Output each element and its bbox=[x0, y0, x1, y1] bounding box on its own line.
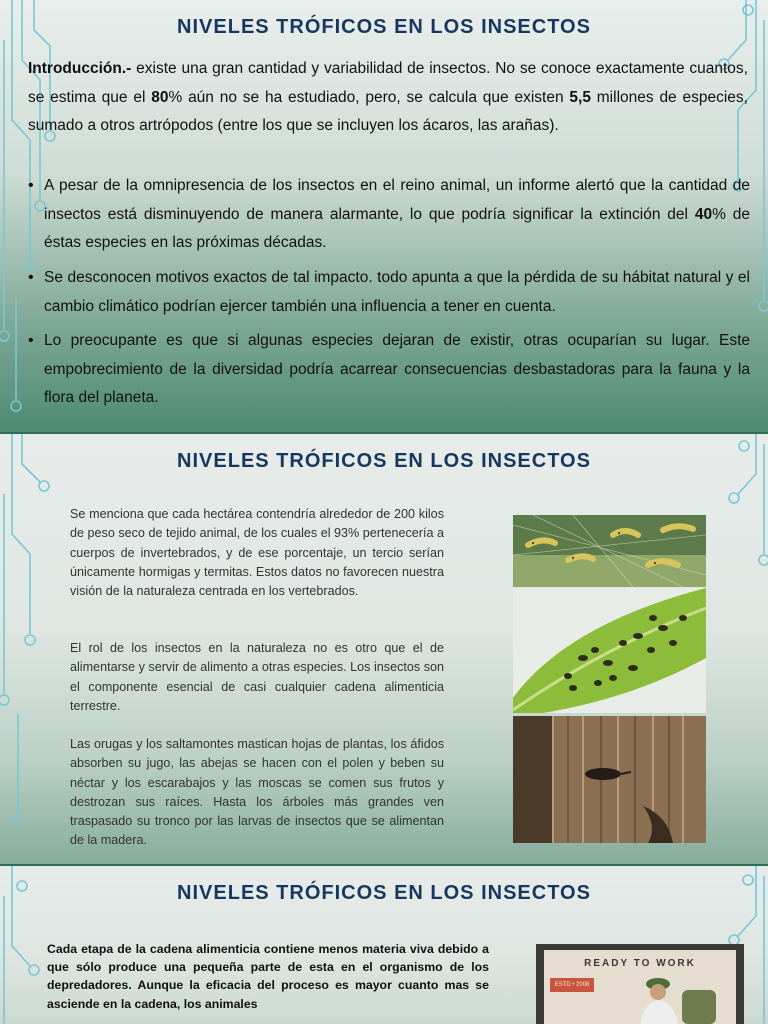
circuit-decoration-left bbox=[0, 434, 70, 864]
circuit-decoration-right bbox=[698, 434, 768, 864]
bullet-text-end: % de éstas especies en las próximas décadas. bbox=[44, 205, 750, 251]
intro-label: Introducción.- bbox=[28, 60, 132, 77]
poster-headline: READY TO WORK bbox=[584, 958, 696, 969]
bullet-text: A pesar de la omnipresencia de los insectos en el reino animal, un informe alertó que la cantidad de insectos está disminuyendo de manera alarmante, lo que podría significar la extinción del bbox=[44, 177, 750, 223]
intro-text-3: millones de especies, sumado a otros artrópodos (entre los que se incluyen los ácaros, las arañas). bbox=[28, 88, 748, 134]
bullet-dot: • bbox=[28, 177, 34, 194]
body-paragraph: Se menciona que cada hectárea contendría alrededor de 200 kilos de peso seco de tejido animal, de los cuales el 93% pertenecería a cuerpos de invertebrados, y de ese porcentaje, un tercio serían únicamente hormigas y termitas. Estos datos no favorecen nuestra visión de la naturaleza centrada en los vertebrados. bbox=[70, 507, 444, 599]
intro-number-5-5: 5,5 bbox=[569, 88, 591, 106]
aphids-leaf-photo bbox=[513, 588, 706, 713]
bullet-number-40: 40 bbox=[694, 205, 713, 223]
body-paragraph: Cada etapa de la cadena alimenticia contiene menos materia viva debido a que sólo produce una pequeña parte de esta en el organismo de los depredadores. Aunque la eficacia del proceso es mayor cuanto mas se asciende en la cadena, los animales bbox=[47, 942, 489, 1011]
slide-1 bbox=[0, 0, 768, 432]
slide-title: NIVELES TRÓFICOS EN LOS INSECTOS bbox=[177, 882, 591, 904]
bullet-item bbox=[28, 264, 750, 321]
body-paragraph: Las orugas y los saltamontes mastican hojas de plantas, los áfidos absorben su jugo, las abejas se hacen con el polen y beben su néctar y los escarabajos y las moscas se comen sus frutos y destrozan sus raíces. Hasta los árboles más grandes ven traspasado su tronco por las larvas de insectos que se alimentan de la madera. bbox=[70, 737, 444, 848]
intro-number-80: 80 bbox=[151, 88, 169, 106]
bullet-item bbox=[28, 172, 750, 258]
slide-2 bbox=[0, 434, 768, 864]
bullet-dot: • bbox=[28, 269, 34, 286]
caterpillars-photo bbox=[513, 515, 706, 587]
intro-paragraph bbox=[28, 55, 748, 141]
poster-badge: ESTD • 2008 bbox=[550, 978, 594, 992]
slide-3 bbox=[0, 866, 768, 1024]
beetle-wood-photo bbox=[513, 716, 706, 843]
intro-text-1: existe una gran cantidad y variabilidad de insectos. No se conoce exactamente cuantos, se estima que el bbox=[28, 60, 748, 106]
bullet-dot: • bbox=[28, 332, 34, 349]
ready-to-work-poster bbox=[536, 944, 744, 1024]
slide-title: NIVELES TRÓFICOS EN LOS INSECTOS bbox=[177, 450, 591, 472]
slide-title: NIVELES TRÓFICOS EN LOS INSECTOS bbox=[177, 16, 591, 38]
poster-worker-illustration bbox=[626, 972, 736, 1024]
intro-text-2: % aún no se ha estudiado, pero, se calcula que existen bbox=[168, 88, 570, 106]
body-paragraph: El rol de los insectos en la naturaleza no es otro que el de alimentarse y servir de alimento a otras especies. Los insectos son el componente esencial de casi cualquier cadena alimenticia terrestre. bbox=[70, 641, 444, 713]
bullet-text: Se desconocen motivos exactos de tal impacto. todo apunta a que la pérdida de su hábitat natural y el cambio climático podrían ejercer también una influencia a tener en cuenta. bbox=[44, 269, 750, 315]
bullet-item bbox=[28, 327, 750, 413]
bullet-text: Lo preocupante es que si algunas especies dejaran de existir, otras ocuparían su lugar. Este empobrecimiento de la diversidad podría acarrear consecuencias desbastadoras para la fauna y la flora del planeta. bbox=[44, 332, 750, 406]
